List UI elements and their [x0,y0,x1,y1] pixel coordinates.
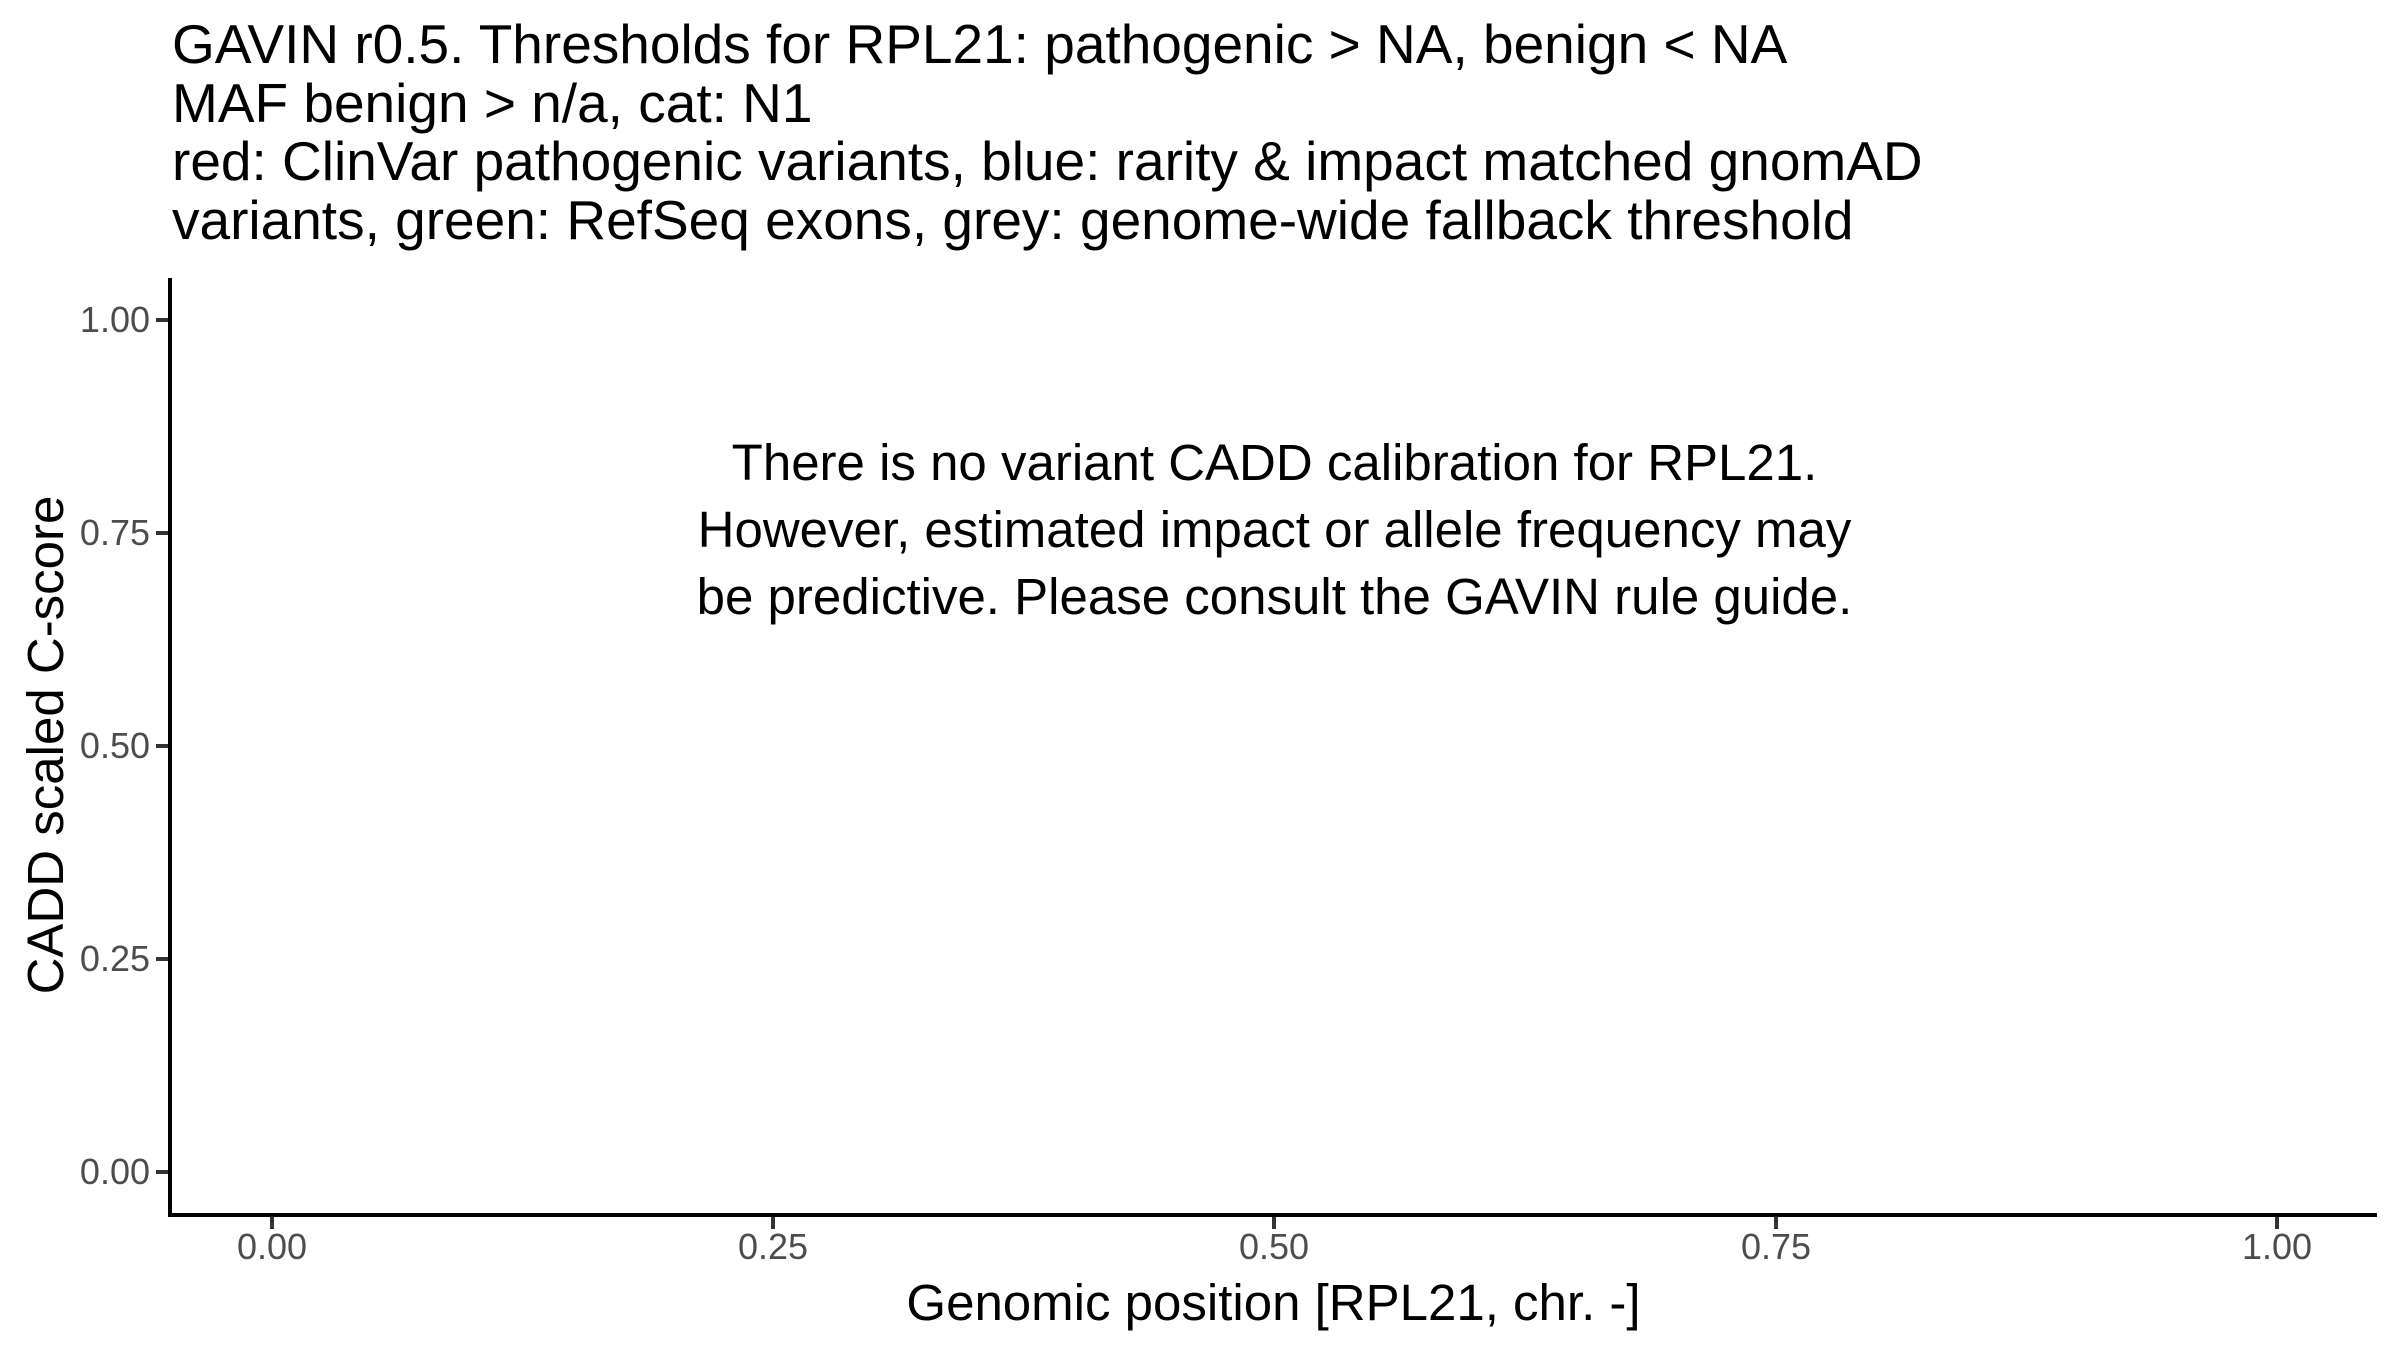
plot-title-line-3: red: ClinVar pathogenic variants, blue: rarity & impact matched gnomAD [172,130,1923,192]
x-axis-title: Genomic position [RPL21, chr. -] [906,1274,1641,1331]
plot-title [172,15,1923,249]
x-axis-tick-label: 0.00 [236,1226,308,1267]
y-axis-tick-mark [156,318,168,322]
y-axis-tick-label: 1.00 [79,299,150,340]
y-axis-tick-mark [156,1170,168,1174]
y-axis-tick-label: 0.25 [79,938,150,979]
y-axis-tick-mark [156,957,168,961]
y-axis-tick-label: 0.50 [79,725,150,766]
y-axis-tick-label: 0.75 [79,512,150,553]
y-axis-tick-mark [156,531,168,535]
y-axis-tick-label: 0.00 [79,1151,150,1192]
annotation-line-1: There is no variant CADD calibration for RPL21. [731,434,1818,491]
y-axis-title: CADD scaled C-score [17,495,74,995]
annotation-line-3: be predictive. Please consult the GAVIN rule guide. [696,568,1853,625]
x-axis-tick-label: 1.00 [2241,1226,2313,1267]
x-axis-tick-label: 0.75 [1740,1226,1812,1267]
plot-title-line-4: variants, green: RefSeq exons, grey: genome-wide fallback threshold [172,188,1854,251]
x-axis-tick-label: 0.50 [1238,1226,1310,1267]
y-axis-tick-mark [156,744,168,748]
x-axis-tick-label: 0.25 [737,1226,809,1267]
annotation-text [172,429,2377,630]
annotation-line-2: However, estimated impact or allele frequency may [697,501,1852,558]
plot-panel [168,278,2377,1217]
plot-title-line-2: MAF benign > n/a, cat: N1 [172,71,813,134]
plot-title-line-1: GAVIN r0.5. Thresholds for RPL21: pathogenic > NA, benign < NA [172,13,1788,75]
